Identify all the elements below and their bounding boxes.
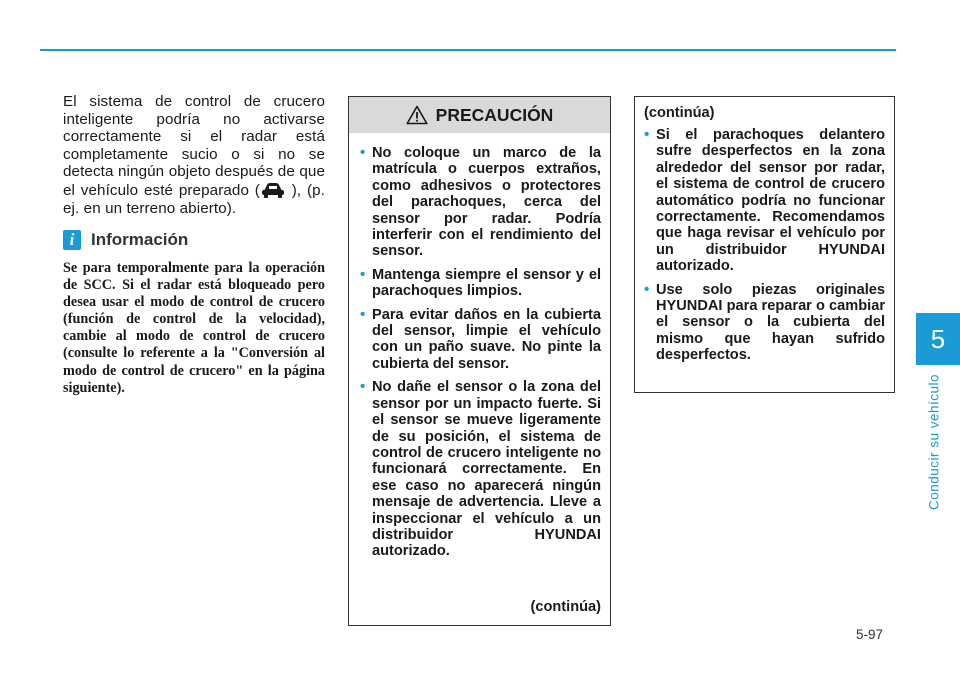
warning-triangle-icon xyxy=(406,105,428,125)
chapter-tab: 5 xyxy=(916,313,960,365)
intro-paragraph xyxy=(63,93,325,217)
car-indicator-icon xyxy=(260,181,286,199)
continues-label: (continúa) xyxy=(530,599,601,615)
chapter-title: Conducir su vehículo xyxy=(926,373,942,511)
intro-text-part-1: El sistema de control de crucero inteligente podría no activarse correctamente si el radar está completamente sucio o si no se detecta ningún objeto después de que el vehículo esté preparado ( xyxy=(63,93,325,199)
info-icon: i xyxy=(63,230,81,250)
precaution-header xyxy=(349,97,610,133)
information-text: Se para temporalmente para la operación de SCC. Si el radar está bloqueado pero desea usar el modo de control de crucero (función de control de la velocidad), cambie al modo de control de crucero (consulte lo referente a la "Conversión al modo de control de crucero" en la página siguiente). xyxy=(63,260,325,396)
list-item: • No coloque un marco de la matrícula o cuerpos extraños, como adhesivos o protectores del parachoques, cerca del sensor por radar. Podría interferir con el rendimiento del sensor. xyxy=(360,145,601,260)
list-item: • Para evitar daños en la cubierta del sensor, limpie el vehículo con un paño suave. No pinte la cubierta del sensor. xyxy=(360,307,601,373)
page-number: 5-97 xyxy=(856,627,884,642)
chapter-label xyxy=(926,372,942,512)
list-item: • Mantenga siempre el sensor y el parachoques limpios. xyxy=(360,267,601,300)
information-heading xyxy=(63,230,188,250)
list-item: • No dañe el sensor o la zona del sensor por un impacto fuerte. Si el sensor se mueve ligeramente de su posición, el sistema de control de crucero inteligente no funcionará correctamente. En ese caso no aparecerá ningún mensaje de advertencia. Lleve a inspeccionar el vehículo a un distribuidor HYUNDAI autorizado. xyxy=(360,379,601,559)
continuation-header: (continúa) xyxy=(644,105,715,121)
continuation-box xyxy=(634,96,895,393)
precaution-box xyxy=(348,96,611,626)
list-item: • Si el parachoques delantero sufre desperfectos en la zona alrededor del sensor por radar, el sistema de control de crucero automático podría no funcionar correctamente. Recomendamos que haga revisar el vehículo por un distribuidor HYUNDAI autorizado. xyxy=(644,127,885,275)
list-item: • Use solo piezas originales HYUNDAI para reparar o cambiar el sensor o la cubierta del mismo que hayan sufrido desperfectos. xyxy=(644,282,885,364)
intro-text-part-2: ), (p. ej. en un terreno abierto). xyxy=(63,181,326,217)
precaution-list xyxy=(349,133,610,560)
header-rule xyxy=(40,49,896,51)
left-column xyxy=(63,93,326,396)
information-title: Información xyxy=(91,230,189,249)
precaution-title: PRECAUCIÓN xyxy=(435,104,554,125)
continuation-list xyxy=(644,127,885,364)
